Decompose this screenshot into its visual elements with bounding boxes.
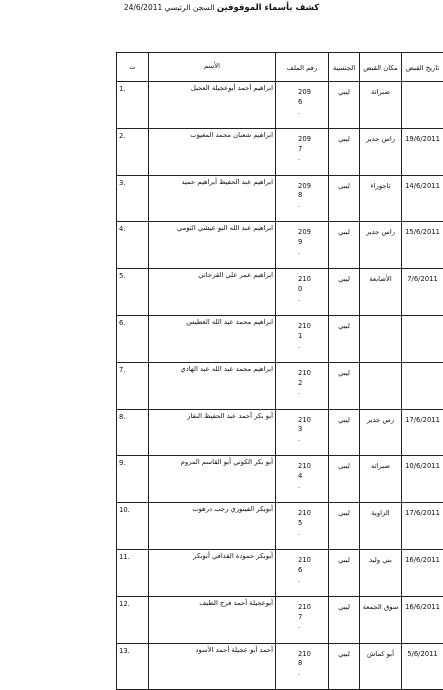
table-row [117,269,443,316]
cell-name: ابراهيم شعبان محمد المغيوب [149,128,276,175]
cell-place: أبو كماش [360,643,402,690]
file-number-text: 209 6 . [278,88,326,118]
file-number-text: 210 8 . [278,650,326,680]
file-number-text: 210 1 . [278,322,326,352]
cell-place: رس جدير [360,409,402,456]
table-row [117,503,443,550]
title-bold: كشف بأسماء الموقوفين [217,3,319,13]
cell-date: 10/6/2011 [402,456,443,503]
cell-name: ابراهيم محمد عبد الله عبد الهادي [149,362,276,409]
cell-name: ابراهيم محمد عبد الله الغطيس [149,315,276,362]
cell-place: الأصابعة [360,269,402,316]
table-row [117,315,443,362]
cell-name: ابراهيم عمر علي القرجاني [149,269,276,316]
cell-name: أبو بكر أحمد عبد الحفيظ النقار [149,409,276,456]
table-row [117,175,443,222]
cell-place: صبراته [360,456,402,503]
table-row [117,596,443,643]
cell-nationality: ليبي [329,456,360,503]
cell-number: 13. [117,643,149,690]
cell-date: 5/6/2011 [402,643,443,690]
cell-date: 15/6/2011 [402,222,443,269]
cell-number: 3. [117,175,149,222]
file-number-text: 210 3 . [278,416,326,446]
cell-number: 4. [117,222,149,269]
cell-file-number [276,596,329,643]
file-number-text: 210 6 . [278,556,326,586]
cell-number: 12. [117,596,149,643]
cell-date: 16/6/2011 [402,549,443,596]
table-row [117,643,443,690]
file-number-text: 210 5 . [278,509,326,539]
cell-nationality: ليبي [329,175,360,222]
cell-file-number [276,549,329,596]
cell-number: 1. [117,82,149,129]
cell-nationality: ليبي [329,596,360,643]
header-file-number: رقم الملف [276,53,329,82]
cell-file-number [276,128,329,175]
file-number-text: 209 7 . [278,135,326,165]
cell-number: 8. [117,409,149,456]
header-place: مكان القبض [360,53,402,82]
cell-nationality: ليبي [329,128,360,175]
cell-number: 6. [117,315,149,362]
cell-file-number [276,643,329,690]
cell-nationality: ليبي [329,82,360,129]
cell-file-number [276,315,329,362]
cell-name: أبوبكر حمودة القذافي أبوبكر [149,549,276,596]
table-header-row [117,53,443,82]
cell-date [402,362,443,409]
cell-file-number [276,456,329,503]
cell-number: 2. [117,128,149,175]
cell-number: 7. [117,362,149,409]
cell-date [402,315,443,362]
title-rest: السجن الرئيسي 24/6/2011 [124,3,217,12]
cell-place: راس جدير [360,128,402,175]
file-number-text: 209 9 . [278,228,326,258]
table-row [117,82,443,129]
header-date: تاريخ القبض [402,53,443,82]
cell-date: 19/6/2011 [402,128,443,175]
table-row [117,128,443,175]
cell-nationality: ليبي [329,643,360,690]
cell-place [360,362,402,409]
table-row [117,362,443,409]
cell-nationality: ليبي [329,549,360,596]
cell-number: 5. [117,269,149,316]
header-nationality: الجنسية [329,53,360,82]
cell-nationality: ليبي [329,315,360,362]
cell-place [360,315,402,362]
cell-number: 11. [117,549,149,596]
header-number: ت [117,53,149,82]
cell-name: أبوبكر الفيتوري رجب درهوب [149,503,276,550]
table-row [117,456,443,503]
cell-place: راس جدير [360,222,402,269]
detainees-table [116,52,443,690]
table-row [117,409,443,456]
cell-nationality: ليبي [329,409,360,456]
cell-name: أبو بكر الكوني أبو القاسم المروم [149,456,276,503]
cell-nationality: ليبي [329,222,360,269]
cell-file-number [276,82,329,129]
cell-place: بني وليد [360,549,402,596]
file-number-text: 209 8 . [278,182,326,212]
cell-name: ابراهيم أحمد أبوعجيلة العجيل [149,82,276,129]
file-number-text: 210 7 . [278,603,326,633]
cell-file-number [276,409,329,456]
cell-file-number [276,222,329,269]
file-number-text: 210 2 . [278,369,326,399]
cell-name: ابراهيم عبد الحفيظ أبراهيم حميد [149,175,276,222]
cell-number: 9. [117,456,149,503]
cell-file-number [276,269,329,316]
cell-name: أبوعجيلة أحمد فرج الطيف [149,596,276,643]
cell-file-number [276,362,329,409]
cell-name: ابراهيم عبد الله البو عيشي التومي [149,222,276,269]
cell-nationality: ليبي [329,362,360,409]
document-title [0,3,443,13]
table-row [117,222,443,269]
cell-date: 7/6/2011 [402,269,443,316]
cell-file-number [276,175,329,222]
table-row [117,549,443,596]
cell-number: 10. [117,503,149,550]
cell-date: 17/6/2011 [402,409,443,456]
cell-place: سوق الجمعة [360,596,402,643]
cell-date: 17/6/2011 [402,503,443,550]
cell-date: 16/6/2011 [402,596,443,643]
cell-date: 14/6/2011 [402,175,443,222]
file-number-text: 210 4 . [278,462,326,492]
cell-nationality: ليبي [329,269,360,316]
cell-place: صبراتة [360,82,402,129]
cell-name: أحمد أبو عجيلة أحمد الأسود [149,643,276,690]
cell-date [402,82,443,129]
cell-place: الزاوية [360,503,402,550]
file-number-text: 210 0 . [278,275,326,305]
cell-file-number [276,503,329,550]
cell-place: تاجوراء [360,175,402,222]
header-name: الأسم [149,53,276,82]
cell-nationality: ليبي [329,503,360,550]
